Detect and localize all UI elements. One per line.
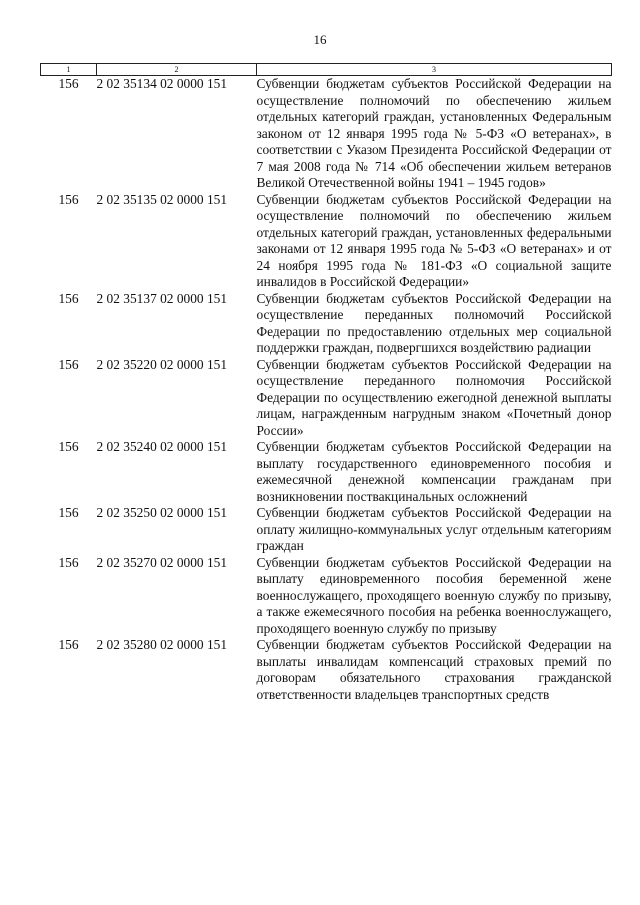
- admin-code: 156: [58, 356, 79, 372]
- description: Субвенции бюджетам субъектов Российской Федерации на осуществление переданного полномочия Российской Федерации по осуществлению ежегодной денежной выплаты лицам, награжденным нагрудным знаком «Почетный донор России»: [256, 356, 612, 438]
- table-row: [41, 291, 612, 357]
- header-col-1: 1: [41, 64, 97, 76]
- admin-code: 156: [58, 439, 79, 454]
- budget-code: 2 02 35270 02 0000 151: [96, 554, 228, 570]
- admin-code: 156: [58, 637, 79, 652]
- page-number: 16: [313, 32, 327, 47]
- description: Субвенции бюджетам субъектов Российской Федерации на выплату единовременного пособия беременной жене военнослужащего, проходящего военную службу по призыву, а также ежемесячного пособия на ребенка военнослужащего, проходящего военную службу по призыву: [256, 554, 612, 636]
- table-row: [41, 637, 612, 703]
- header-row: [41, 64, 612, 76]
- admin-code: 156: [58, 191, 79, 207]
- table-row: [41, 357, 612, 440]
- description: Субвенции бюджетам субъектов Российской Федерации на осуществление полномочий по обеспечению жильем отдельных категорий граждан, установленных федеральными законами от 12 января 1995 года № 5-ФЗ «О ветеранах» и от 24 ноября 1995 года № 181-ФЗ «О социальной защите инвалидов в Российской Федерации»: [256, 191, 612, 289]
- admin-code: 156: [58, 554, 79, 570]
- admin-code: 156: [58, 290, 79, 306]
- budget-table: [40, 63, 612, 703]
- budget-code: 2 02 35135 02 0000 151: [96, 191, 228, 207]
- table-body: [41, 76, 612, 704]
- budget-code: 2 02 35280 02 0000 151: [96, 637, 228, 652]
- table-header: [41, 64, 612, 76]
- budget-code: 2 02 35220 02 0000 151: [96, 356, 228, 372]
- header-col-3: 3: [257, 64, 612, 76]
- table-row: [41, 439, 612, 505]
- description: Субвенции бюджетам субъектов Российской Федерации на выплату государственного единовременного пособия и ежемесячной денежной компенсации гражданам при возникновении поствакцинальных осложнений: [256, 439, 612, 504]
- budget-code: 2 02 35137 02 0000 151: [96, 290, 228, 306]
- description: Субвенции бюджетам субъектов Российской Федерации на осуществление полномочий по обеспечению жильем отдельных категорий граждан, установленных Федеральным законом от 12 января 1995 года № 5-ФЗ «О ветеранах», в соответствии с Указом Президента Российской Федерации от 7 мая 2008 года № 714 «Об обеспечении жильем ветеранов Великой Отечественной войны 1941 – 1945 годов»: [256, 76, 612, 190]
- admin-code: 156: [58, 76, 79, 91]
- description: Субвенции бюджетам субъектов Российской Федерации на осуществление переданных полномочий Российской Федерации по предоставлению отдельных мер социальной поддержки граждан, подвергшихся воздействию радиации: [256, 290, 612, 355]
- table-row: [41, 555, 612, 638]
- admin-code: 156: [58, 505, 79, 520]
- header-col-2: 2: [97, 64, 257, 76]
- budget-code: 2 02 35240 02 0000 151: [96, 439, 228, 454]
- table-row: [41, 76, 612, 192]
- description: Субвенции бюджетам субъектов Российской Федерации на оплату жилищно-коммунальных услуг отдельным категориям граждан: [256, 505, 612, 553]
- table-row: [41, 192, 612, 291]
- budget-code: 2 02 35250 02 0000 151: [96, 505, 228, 520]
- description: Субвенции бюджетам субъектов Российской Федерации на выплаты инвалидам компенсаций страховых премий по договорам обязательного страхования гражданской ответственности владельцев транспортных средств: [256, 637, 612, 702]
- table-row: [41, 505, 612, 555]
- budget-code: 2 02 35134 02 0000 151: [96, 76, 228, 91]
